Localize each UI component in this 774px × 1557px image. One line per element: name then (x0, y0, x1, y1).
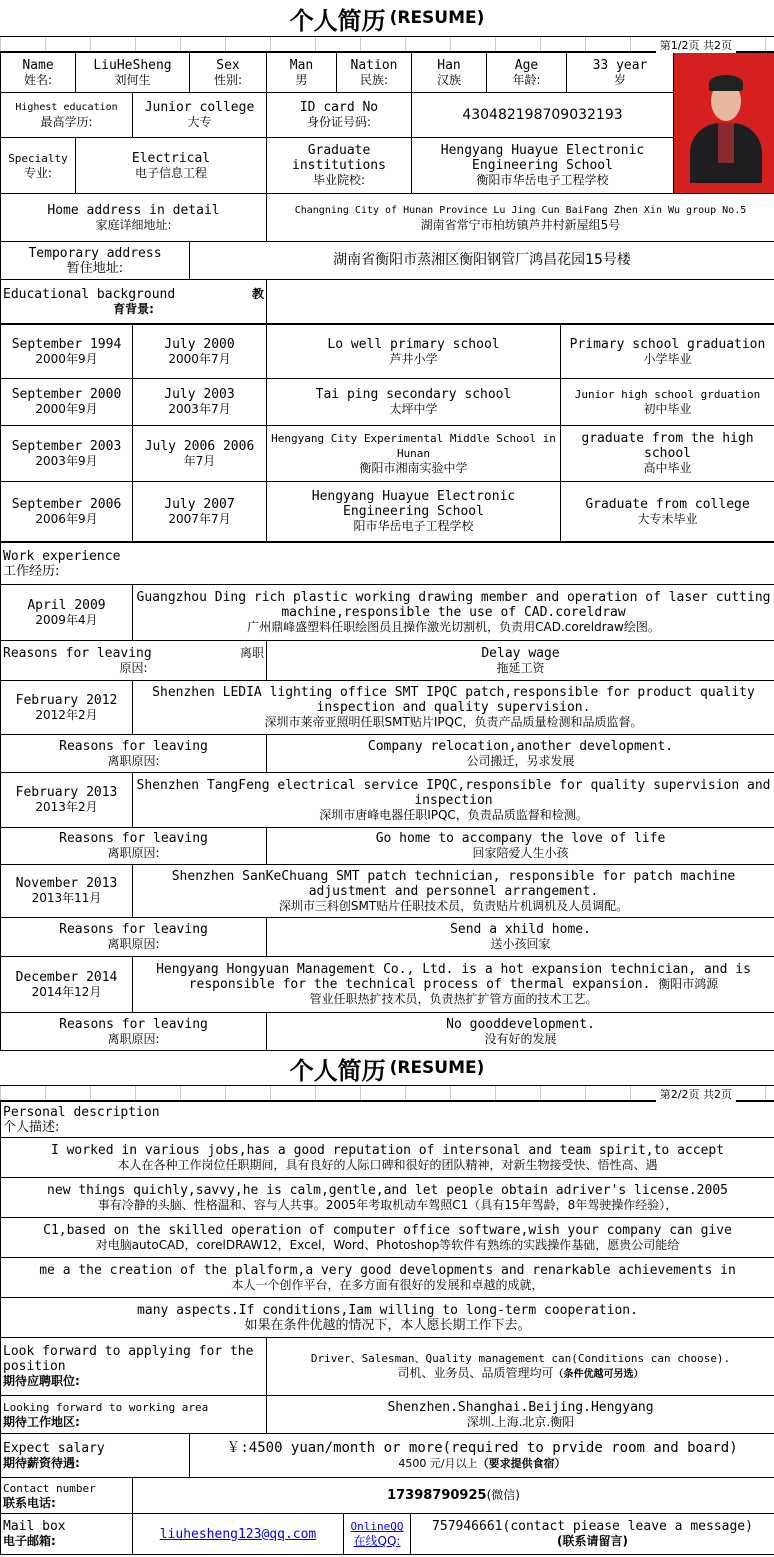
education-section-spacer (267, 280, 774, 324)
education-row: September 2000 2000年9月 July 2003 2003年7月 Tai ping secondary school 太坪中学 Junior high school grduation 初中毕业 (1, 379, 774, 426)
id-card-value: 430482198709032193 (412, 93, 674, 138)
temp-address-label: Temporary address 暂住地址: (1, 242, 190, 280)
name-value: LiuHeSheng 刘何生 (76, 53, 190, 93)
work-row: November 2013 2013年11月 Shenzhen SanKeChuang SMT patch technician, responsible for patch machine adjustment and personnel arrangement. 深圳市三科创SMT贴片任职技术员，负责贴片机调机及人员调配。 (1, 865, 774, 918)
name-label: Name 姓名: (1, 53, 76, 93)
work-reason-row: Reasons for leaving 离职原因: Company relocation,another development. 公司搬迁，另求发展 (1, 735, 774, 773)
basic-info-table (0, 52, 774, 324)
phone-label: Contact number 联系电话: (1, 1478, 133, 1514)
education-section-label: Educational background 教 育背景: (1, 280, 267, 324)
salary-label: Expect salary 期待薪资待遇: (1, 1434, 190, 1478)
personal-line: I worked in various jobs,has a good reputation of intersonal and team spirit,to accept 本人在各种工作岗位任职期间，具有良好的人际口碑和很好的团队精神，对新生物接受快、悟性高、遇 (1, 1138, 774, 1178)
education-table (0, 324, 774, 542)
page-indicator: 第1/2页 共2页 (0, 36, 774, 52)
mail-link[interactable]: liuhesheng123@qq.com (133, 1514, 344, 1555)
work-row: December 2014 2014年12月 Hengyang Hongyuan Management Co., Ltd. is a hot expansion technician, and is responsible for the technical process of thermal expansion. 衡阳市鸿源 管业任职热扩技术员，负责热扩扩管方面的技术工艺。 (1, 957, 774, 1013)
temp-address-value: 湖南省衡阳市蒸湘区衡阳钢管厂鸿昌花园15号楼 (190, 242, 774, 280)
personal-line: C1,based on the skilled operation of computer office software,wish your company can give 对电脑autoCAD，corelDRAW12，Excel，Word、Photoshop等软件有熟练的实践操作基础，愿贵公司能给 (1, 1218, 774, 1258)
salary-value: ￥:4500 yuan/month or more(required to prvide room and board) 4500 元/月以上（要求提供食宿） (190, 1434, 774, 1478)
resume-page-2 (0, 1051, 774, 1555)
position-value: Driver、Salesman、Quality management can(Conditions can choose). 司机、业务员、品质管理均可（条件优越可另选） (267, 1338, 774, 1396)
specialty-label: Specialty 专业: (1, 138, 76, 194)
page-indicator-2: 第2/2页 共2页 (0, 1085, 774, 1101)
specialty-value: Electrical 电子信息工程 (76, 138, 267, 194)
nation-value: Han 汉族 (412, 53, 487, 93)
personal-section-label: Personal description 个人描述: (1, 1102, 774, 1138)
personal-line: many aspects.If conditions,Iam willing to long-term cooperation. 如果在条件优越的情况下，本人愿长期工作下去。 (1, 1298, 774, 1338)
work-table (0, 542, 774, 1051)
work-reason-row: Reasons for leaving 离职原因: No gooddevelopment. 没有好的发展 (1, 1013, 774, 1051)
phone-value: 17398790925(微信) (133, 1478, 774, 1514)
education-level-value: Junior college 大专 (133, 93, 267, 138)
work-row: April 2009 2009年4月 Guangzhou Ding rich plastic working drawing member and operation of laser cutting machine,responsible the use of CAD.coreldraw 广州鼎峰盛塑料任职绘图员且操作激光切割机，负责用CAD.coreldraw绘图。 (1, 585, 774, 641)
sex-value: Man 男 (267, 53, 337, 93)
position-label: Look forward to applying for the position 期待应聘职位: (1, 1338, 267, 1396)
work-reason-row: Reasons for leaving 离职原因: Go home to accompany the love of life 回家陪爱人生小孩 (1, 828, 774, 865)
area-value: Shenzhen.Shanghai.Beijing.Hengyang 深圳.上海.北京.衡阳 (267, 1396, 774, 1434)
profile-photo (674, 53, 774, 194)
graduate-value: Hengyang Huayue Electronic Engineering School 衡阳市华岳电子工程学校 (412, 138, 674, 194)
resume-title-2: 个人简历 (RESUME) (289, 1056, 485, 1085)
personal-line: new things quichly,savvy,he is calm,gentle,and let people obtain adriver's license.2005 事有冷静的头脑、性格温和、容与人共事。2005年考取机动车驾照C1（具有15年驾龄，8年驾驶操作经验）， (1, 1178, 774, 1218)
personal-line: me a the creation of the plalform,a very good developments and renarkable achievements in 本人一个创作平台，在多方面有很好的发展和卓越的成就， (1, 1258, 774, 1298)
sex-label: Sex 性别: (190, 53, 267, 93)
work-section-label: Work experience 工作经历: (1, 543, 774, 585)
graduate-label: Graduate institutions 毕业院校: (267, 138, 412, 194)
work-row: February 2012 2012年2月 Shenzhen LEDIA lighting office SMT IPQC patch,responsible for product quality inspection and quality supervision. 深圳市莱帝亚照明任职SMT贴片IPQC，负责产品质量检测和品质监督。 (1, 681, 774, 735)
id-card-label: ID card No 身份证号码: (267, 93, 412, 138)
age-value: 33 year 岁 (567, 53, 674, 93)
qq-value: 757946661(contact piease leave a message) (联系请留言) (411, 1514, 774, 1555)
work-reason-row: Reasons for leaving 离职原因: Send a xhild home. 送小孩回家 (1, 918, 774, 957)
qq-label[interactable]: OnlineQQ 在线QQ: (344, 1514, 411, 1555)
education-row: September 2006 2006年9月 July 2007 2007年7月 Hengyang Huayue Electronic Engineering School 阳市华岳电子工程学校 Graduate from college 大专未毕业 (1, 482, 774, 542)
area-label: Looking forward to working area 期待工作地区: (1, 1396, 267, 1434)
personal-table (0, 1101, 774, 1555)
education-row: September 1994 2000年9月 July 2000 2000年7月 Lo well primary school 芦井小学 Primary school graduation 小学毕业 (1, 325, 774, 379)
home-address-label: Home address in detail 家庭详细地址: (1, 194, 267, 242)
mail-label: Mail box 电子邮箱: (1, 1514, 133, 1555)
work-row: February 2013 2013年2月 Shenzhen TangFeng electrical service IPQC,responsible for quality supervision and inspection 深圳市唐峰电器任职IPQC，负责品质监督和检测。 (1, 773, 774, 828)
home-address-value: Changning City of Hunan Province Lu Jing Cun BaiFang Zhen Xin Wu group No.5 湖南省常宁市柏坊镇芦井村新屋组5号 (267, 194, 774, 242)
resume-title: 个人简历 (RESUME) (289, 6, 485, 35)
age-label: Age 年龄: (487, 53, 567, 93)
work-reason-row: Reasons for leaving 离职 原因: Delay wage 拖延工资 (1, 641, 774, 681)
nation-label: Nation 民族: (337, 53, 412, 93)
education-level-label: Highest education 最高学历: (1, 93, 133, 138)
education-row: September 2003 2003年9月 July 2006 2006 年7月 Hengyang City Experimental Middle School in Hunan 衡阳市湘南实验中学 graduate from the high school 高中毕业 (1, 426, 774, 482)
